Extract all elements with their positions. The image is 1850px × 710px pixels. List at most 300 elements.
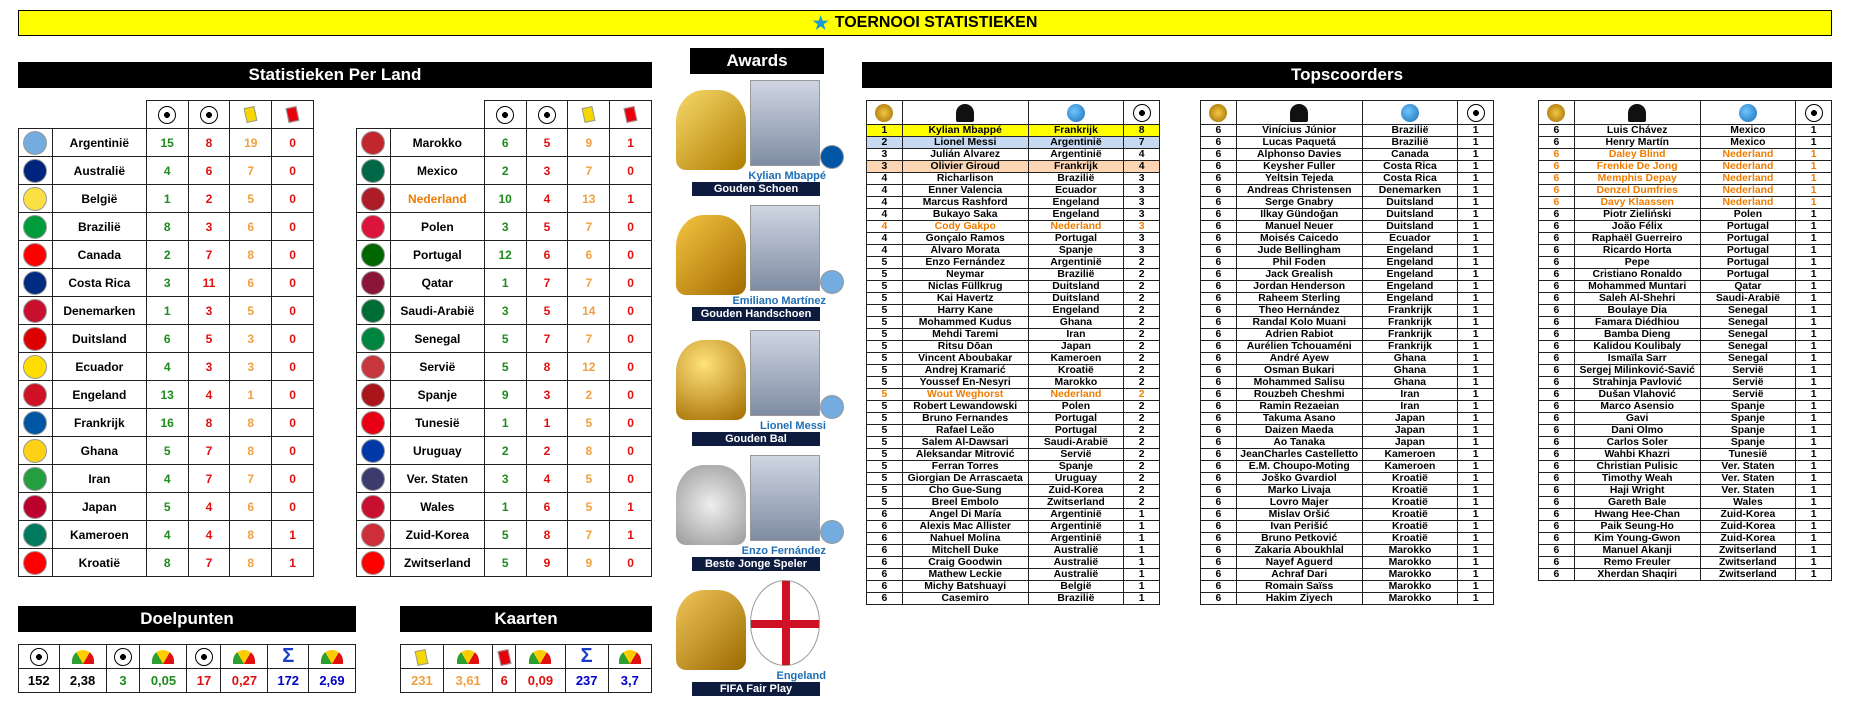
- scorer-row: [1201, 437, 1494, 449]
- scorer-rank: 6: [867, 533, 903, 545]
- country-row: [357, 325, 652, 353]
- scorer-country: Frankrijk: [1028, 161, 1124, 173]
- award-player-name: Emiliano Martínez: [732, 295, 826, 307]
- scorer-player: Strahinja Pavlović: [1574, 377, 1700, 389]
- scorer-goals: 1: [1796, 197, 1832, 209]
- goals-against-icon: [200, 106, 218, 124]
- summary-value: 6: [493, 669, 516, 693]
- scorer-row: [1539, 389, 1832, 401]
- flag-icon: [361, 327, 385, 351]
- yellow-card-icon: [415, 649, 429, 666]
- scorer-player: Mislav Oršić: [1236, 509, 1362, 521]
- stat-w: 3: [146, 269, 188, 297]
- globe-icon: [1739, 104, 1757, 122]
- scorer-country: Frankrijk: [1362, 305, 1458, 317]
- award-player-name: Enzo Fernández: [741, 545, 826, 557]
- scorer-player: Dušan Vlahović: [1574, 389, 1700, 401]
- player-silhouette-icon: [1628, 104, 1646, 122]
- scorer-goals: 3: [1124, 221, 1160, 233]
- scorer-row: [867, 317, 1160, 329]
- scorer-rank: 6: [1539, 173, 1575, 185]
- scorer-player: Cristiano Ronaldo: [1574, 269, 1700, 281]
- scorer-goals: 1: [1796, 509, 1832, 521]
- stat-y: 6: [230, 213, 272, 241]
- scorer-goals: 1: [1796, 125, 1832, 137]
- scorer-row: [1201, 161, 1494, 173]
- scorer-row: [867, 413, 1160, 425]
- scorer-goals: 4: [1124, 149, 1160, 161]
- scorer-row: [1539, 245, 1832, 257]
- scorer-rank: 5: [867, 257, 903, 269]
- stat-g: 7: [526, 325, 568, 353]
- scorer-row: [867, 521, 1160, 533]
- stat-w: 1: [484, 493, 526, 521]
- country-name: Costa Rica: [52, 269, 146, 297]
- red-card-icon: [624, 106, 638, 123]
- stat-w: 8: [146, 549, 188, 577]
- scorer-country: Argentinië: [1028, 521, 1124, 533]
- stat-g: 4: [188, 493, 230, 521]
- stat-g: 8: [526, 521, 568, 549]
- stat-w: 12: [484, 241, 526, 269]
- award-player-name: Kylian Mbappé: [748, 170, 826, 182]
- scorer-row: [1539, 461, 1832, 473]
- scorer-row: [1539, 497, 1832, 509]
- flag-icon: [23, 159, 47, 183]
- red-card-icon: [286, 106, 300, 123]
- scorer-rank: 6: [1201, 497, 1237, 509]
- scorer-goals: 1: [1796, 485, 1832, 497]
- star-icon: ★: [812, 12, 829, 33]
- scorer-row: [867, 209, 1160, 221]
- scorer-row: [867, 557, 1160, 569]
- country-name: Nederland: [390, 185, 484, 213]
- summary-value: 237: [565, 669, 608, 693]
- scorer-country: Iran: [1362, 401, 1458, 413]
- scorer-row: [1201, 185, 1494, 197]
- stat-g: 7: [188, 241, 230, 269]
- scorer-rank: 6: [1201, 593, 1237, 605]
- scorer-row: [1539, 197, 1832, 209]
- stat-r: 0: [272, 241, 314, 269]
- scorer-goals: 1: [1796, 209, 1832, 221]
- stat-w: 6: [146, 325, 188, 353]
- stat-r: 1: [610, 185, 652, 213]
- stat-g: 11: [188, 269, 230, 297]
- scorer-row: [1201, 473, 1494, 485]
- country-name: België: [52, 185, 146, 213]
- scorer-player: Jack Grealish: [1236, 269, 1362, 281]
- scorer-country: Engeland: [1362, 245, 1458, 257]
- scorer-row: [1539, 353, 1832, 365]
- scorer-row: [1539, 161, 1832, 173]
- scorer-row: [1201, 221, 1494, 233]
- scorer-rank: 6: [1201, 401, 1237, 413]
- scorer-country: Zuid-Korea: [1700, 533, 1796, 545]
- scorer-player: Ricardo Horta: [1574, 245, 1700, 257]
- scorer-rank: 6: [1539, 197, 1575, 209]
- scorer-row: [1201, 569, 1494, 581]
- scorer-country: Costa Rica: [1362, 161, 1458, 173]
- stat-y: 3: [230, 353, 272, 381]
- scorer-row: [1539, 233, 1832, 245]
- scorer-goals: 1: [1796, 473, 1832, 485]
- scorer-rank: 4: [867, 197, 903, 209]
- stat-g: 3: [188, 297, 230, 325]
- scorer-country: Duitsland: [1362, 197, 1458, 209]
- scorer-rank: 2: [867, 137, 903, 149]
- scorer-row: [867, 341, 1160, 353]
- stat-r: 0: [272, 465, 314, 493]
- flag-icon: [23, 467, 47, 491]
- stat-r: 1: [610, 129, 652, 157]
- summary-value: 2,38: [59, 669, 106, 693]
- stat-y: 5: [230, 297, 272, 325]
- country-row: [19, 213, 314, 241]
- stat-y: 8: [230, 437, 272, 465]
- scorer-rank: 5: [867, 293, 903, 305]
- scorer-row: [1539, 341, 1832, 353]
- scorer-rank: 6: [1539, 137, 1575, 149]
- scorer-row: [867, 197, 1160, 209]
- scorer-goals: 1: [1458, 449, 1494, 461]
- scorer-goals: 1: [1458, 197, 1494, 209]
- scorer-player: Vincent Aboubakar: [902, 353, 1028, 365]
- flag-icon: [361, 383, 385, 407]
- scorer-country: Ver. Staten: [1700, 485, 1796, 497]
- scorer-rank: 6: [867, 569, 903, 581]
- scorer-row: [867, 473, 1160, 485]
- stat-y: 7: [230, 157, 272, 185]
- goal-icon: [30, 648, 48, 666]
- scorer-country: Engeland: [1028, 209, 1124, 221]
- country-row: [357, 241, 652, 269]
- scorer-goals: 1: [1796, 329, 1832, 341]
- stat-y: 5: [230, 185, 272, 213]
- country-row: [19, 185, 314, 213]
- stat-r: 1: [272, 549, 314, 577]
- trophy-icon: [676, 340, 746, 420]
- summary-value: 17: [187, 669, 221, 693]
- flag-icon: [23, 327, 47, 351]
- country-name: Zuid-Korea: [390, 521, 484, 549]
- stat-r: 0: [610, 297, 652, 325]
- award-player-name: Lionel Messi: [759, 420, 826, 432]
- scorer-country: Iran: [1362, 389, 1458, 401]
- scorer-goals: 1: [1796, 341, 1832, 353]
- scorer-row: [1201, 317, 1494, 329]
- scorer-player: Achraf Dari: [1236, 569, 1362, 581]
- country-row: [19, 381, 314, 409]
- scorer-country: Ver. Staten: [1700, 461, 1796, 473]
- scorer-rank: 6: [1539, 257, 1575, 269]
- scorer-goals: 1: [1796, 521, 1832, 533]
- gauge-icon: [321, 650, 343, 664]
- scorer-goals: 2: [1124, 365, 1160, 377]
- stat-g: 7: [188, 437, 230, 465]
- scorer-goals: 2: [1124, 281, 1160, 293]
- goals-header: Doelpunten: [18, 606, 356, 632]
- scorer-player: Aurélien Tchouaméni: [1236, 341, 1362, 353]
- scorer-rank: 6: [1201, 485, 1237, 497]
- scorer-row: [1539, 173, 1832, 185]
- goals-icon: [1467, 104, 1485, 122]
- scorer-goals: 1: [1124, 581, 1160, 593]
- country-row: [357, 437, 652, 465]
- scorer-rank: 6: [1201, 137, 1237, 149]
- country-name: Brazilië: [52, 213, 146, 241]
- scorer-rank: 5: [867, 305, 903, 317]
- stat-g: 7: [526, 269, 568, 297]
- scorer-goals: 2: [1124, 317, 1160, 329]
- scorer-row: [1201, 425, 1494, 437]
- scorer-goals: 1: [1796, 401, 1832, 413]
- scorer-goals: 1: [1796, 557, 1832, 569]
- stat-g: 4: [188, 381, 230, 409]
- scorer-rank: 6: [1201, 257, 1237, 269]
- scorer-rank: 6: [1201, 521, 1237, 533]
- scorer-rank: 6: [867, 545, 903, 557]
- scorer-rank: 5: [867, 497, 903, 509]
- scorer-country: Kameroen: [1362, 461, 1458, 473]
- scorer-player: Niclas Füllkrug: [902, 281, 1028, 293]
- scorer-player: Christian Pulisic: [1574, 461, 1700, 473]
- scorer-goals: 2: [1124, 269, 1160, 281]
- flag-icon: [23, 355, 47, 379]
- scorer-header-row: [867, 101, 1160, 125]
- scorer-country: Spanje: [1028, 245, 1124, 257]
- scorer-country: Japan: [1362, 413, 1458, 425]
- scorer-goals: 1: [1796, 317, 1832, 329]
- scorer-goals: 1: [1796, 221, 1832, 233]
- gauge-icon: [233, 650, 255, 664]
- stat-y: 5: [568, 409, 610, 437]
- scorer-goals: 1: [1796, 545, 1832, 557]
- scorer-rank: 6: [867, 521, 903, 533]
- flag-icon: [23, 187, 47, 211]
- scorer-goals: 1: [1458, 581, 1494, 593]
- scorer-player: Yeltsin Tejeda: [1236, 173, 1362, 185]
- scorer-row: [867, 269, 1160, 281]
- scorer-row: [867, 377, 1160, 389]
- stat-w: 3: [484, 213, 526, 241]
- country-row: [19, 325, 314, 353]
- country-name: Polen: [390, 213, 484, 241]
- country-row: [19, 129, 314, 157]
- scorer-goals: 2: [1124, 257, 1160, 269]
- scorer-goals: 1: [1458, 545, 1494, 557]
- scorer-goals: 1: [1458, 269, 1494, 281]
- scorer-country: Argentinië: [1028, 533, 1124, 545]
- scorer-goals: 1: [1796, 185, 1832, 197]
- scorer-player: Daley Blind: [1574, 149, 1700, 161]
- scorer-rank: 6: [1539, 509, 1575, 521]
- country-row: [357, 409, 652, 437]
- stat-g: 3: [188, 213, 230, 241]
- scorer-goals: 1: [1458, 125, 1494, 137]
- scorer-rank: 6: [1201, 353, 1237, 365]
- scorer-row: [1201, 497, 1494, 509]
- scorer-rank: 6: [1539, 221, 1575, 233]
- scorer-country: België: [1028, 581, 1124, 593]
- scorer-goals: 2: [1124, 305, 1160, 317]
- scorer-player: Sergej Milinković-Savić: [1574, 365, 1700, 377]
- scorer-row: [1201, 245, 1494, 257]
- scorer-goals: 1: [1458, 173, 1494, 185]
- scorer-rank: 6: [1539, 149, 1575, 161]
- scorer-country: Argentinië: [1028, 509, 1124, 521]
- scorer-country: Senegal: [1700, 341, 1796, 353]
- stat-g: 7: [188, 465, 230, 493]
- scorer-country: Polen: [1028, 401, 1124, 413]
- scorer-goals: 1: [1458, 473, 1494, 485]
- scorer-row: [1201, 485, 1494, 497]
- scorer-player: Aleksandar Mitrović: [902, 449, 1028, 461]
- scorer-row: [1201, 401, 1494, 413]
- summary-value: 3,61: [443, 669, 493, 693]
- scorer-goals: 1: [1796, 293, 1832, 305]
- flag-icon: [23, 439, 47, 463]
- country-name: Wales: [390, 493, 484, 521]
- scorer-country: Nederland: [1700, 161, 1796, 173]
- red-card-icon: [497, 649, 511, 666]
- scorer-rank: 4: [867, 221, 903, 233]
- scorer-country: Zuid-Korea: [1700, 521, 1796, 533]
- country-name: Engeland: [52, 381, 146, 409]
- stat-y: 8: [230, 409, 272, 437]
- stat-w: 4: [146, 521, 188, 549]
- stat-r: 0: [610, 213, 652, 241]
- scorer-goals: 1: [1796, 413, 1832, 425]
- gauge-icon: [72, 650, 94, 664]
- scorer-row: [1201, 545, 1494, 557]
- flag-icon: [361, 215, 385, 239]
- scorer-row: [1201, 377, 1494, 389]
- country-name: Australië: [52, 157, 146, 185]
- scorer-row: [1201, 413, 1494, 425]
- scorer-country: Kroatië: [1362, 533, 1458, 545]
- scorer-player: Mohammed Kudus: [902, 317, 1028, 329]
- award-label: Gouden Handschoen: [692, 307, 820, 321]
- flag-icon: [361, 551, 385, 575]
- scorer-rank: 6: [1201, 209, 1237, 221]
- country-row: [357, 465, 652, 493]
- page-title: TOERNOOI STATISTIEKEN: [834, 14, 1038, 31]
- scorer-row: [867, 401, 1160, 413]
- scorer-player: Ao Tanaka: [1236, 437, 1362, 449]
- scorer-player: Moisés Caicedo: [1236, 233, 1362, 245]
- scorer-country: Zuid-Korea: [1700, 509, 1796, 521]
- scorer-country: Japan: [1362, 425, 1458, 437]
- stat-y: 7: [568, 521, 610, 549]
- scorer-country: Kroatië: [1362, 509, 1458, 521]
- scorer-rank: 6: [1539, 125, 1575, 137]
- scorer-rank: 6: [1539, 413, 1575, 425]
- stat-y: 7: [568, 213, 610, 241]
- stat-y: 8: [230, 241, 272, 269]
- scorer-row: [867, 485, 1160, 497]
- scorer-goals: 2: [1124, 449, 1160, 461]
- scorer-country: Senegal: [1700, 329, 1796, 341]
- penalty-icon: [195, 648, 213, 666]
- scorer-country: Canada: [1362, 149, 1458, 161]
- scorer-goals: 2: [1124, 461, 1160, 473]
- scorer-player: João Félix: [1574, 221, 1700, 233]
- scorer-row: [867, 173, 1160, 185]
- stat-r: 0: [272, 325, 314, 353]
- country-name: Ghana: [52, 437, 146, 465]
- stat-r: 0: [610, 437, 652, 465]
- scorer-goals: 1: [1458, 317, 1494, 329]
- country-name: Kroatië: [52, 549, 146, 577]
- stat-y: 7: [568, 325, 610, 353]
- scorer-country: Ghana: [1362, 353, 1458, 365]
- scorer-player: Enzo Fernández: [902, 257, 1028, 269]
- scorer-goals: 7: [1124, 137, 1160, 149]
- scorer-player: Mohammed Salisu: [1236, 377, 1362, 389]
- country-row: [19, 437, 314, 465]
- scorer-goals: 1: [1796, 305, 1832, 317]
- country-row: [357, 213, 652, 241]
- scorer-rank: 6: [1539, 497, 1575, 509]
- scorer-player: Mitchell Duke: [902, 545, 1028, 557]
- scorer-rank: 5: [867, 425, 903, 437]
- scorer-player: JeanCharles Castelletto: [1236, 449, 1362, 461]
- scorer-goals: 1: [1796, 461, 1832, 473]
- gauge-icon: [152, 650, 174, 664]
- sum-icon: Σ: [580, 645, 593, 667]
- scorer-player: Mehdi Taremi: [902, 329, 1028, 341]
- scorer-goals: 1: [1458, 485, 1494, 497]
- stat-y: 5: [568, 493, 610, 521]
- country-name: Kameroen: [52, 521, 146, 549]
- scorer-goals: 1: [1796, 389, 1832, 401]
- scorer-rank: 6: [867, 557, 903, 569]
- scorer-row: [1201, 365, 1494, 377]
- stat-y: 6: [568, 241, 610, 269]
- scorer-row: [1539, 365, 1832, 377]
- scorer-player: Robert Lewandowski: [902, 401, 1028, 413]
- scorer-row: [1539, 473, 1832, 485]
- country-row: [357, 493, 652, 521]
- scorer-player: Ramin Rezaeian: [1236, 401, 1362, 413]
- stat-g: 7: [188, 549, 230, 577]
- per-land-header: Statistieken Per Land: [18, 62, 652, 88]
- flag-icon: [23, 495, 47, 519]
- award-label: Beste Jonge Speler: [692, 557, 820, 571]
- flag-icon: [361, 355, 385, 379]
- scorer-goals: 1: [1796, 245, 1832, 257]
- scorer-goals: 1: [1458, 137, 1494, 149]
- scorer-goals: 1: [1458, 221, 1494, 233]
- scorer-goals: 1: [1124, 593, 1160, 605]
- scorer-row: [867, 353, 1160, 365]
- scorer-row: [867, 365, 1160, 377]
- stat-g: 1: [526, 409, 568, 437]
- scorer-rank: 6: [1201, 365, 1237, 377]
- stat-r: 0: [610, 409, 652, 437]
- scorer-player: Takuma Asano: [1236, 413, 1362, 425]
- scorer-goals: 1: [1796, 173, 1832, 185]
- scorer-country: Brazilië: [1362, 125, 1458, 137]
- gauge-icon: [457, 650, 479, 664]
- scorer-country: Kroatië: [1362, 485, 1458, 497]
- scorer-player: Wahbi Khazri: [1574, 449, 1700, 461]
- stat-y: 14: [568, 297, 610, 325]
- summary-value: 3,7: [608, 669, 651, 693]
- stat-y: 7: [230, 465, 272, 493]
- scorer-goals: 1: [1796, 497, 1832, 509]
